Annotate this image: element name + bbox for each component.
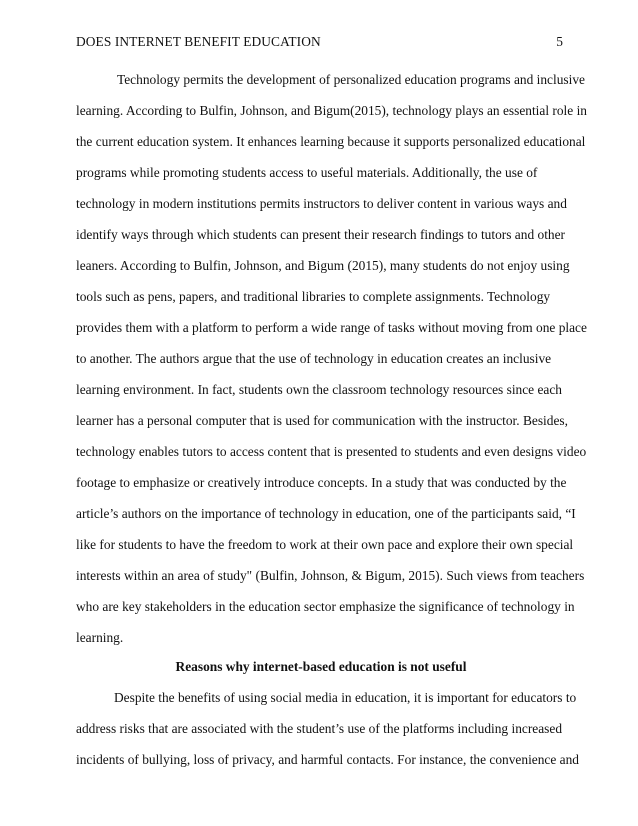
paragraph-1-line: technology in modern institutions permits instructors to deliver content in various ways and [76, 196, 567, 211]
page-number: 5 [556, 34, 563, 49]
paragraph-1-line: programs while promoting students access to useful materials. Additionally, the use of [76, 165, 538, 180]
paragraph-2-line: address risks that are associated with the student’s use of the platforms including increased [76, 721, 563, 736]
paragraph-1-line: Technology permits the development of personalized education programs and inclusive [117, 72, 585, 87]
paragraph-1-line: technology enables tutors to access content that is presented to students and even designs video [76, 444, 587, 459]
paragraph-1-line: like for students to have the freedom to work at their own pace and explore their own special [76, 537, 574, 552]
paragraph-1-line: tools such as pens, papers, and traditional libraries to complete assignments. Technology [76, 289, 551, 304]
paragraph-1-line: interests within an area of study" (Bulfin, Johnson, & Bigum, 2015). Such views from teachers [76, 568, 585, 583]
paragraph-1-line: footage to emphasize or creatively introduce concepts. In a study that was conducted by the [76, 475, 567, 490]
paragraph-1-line: leaners. According to Bulfin, Johnson, and Bigum (2015), many students do not enjoy using [76, 258, 570, 273]
paragraph-1-line: identify ways through which students can present their research findings to tutors and other [76, 227, 566, 242]
paragraph-1-line: provides them with a platform to perform a wide range of tasks without moving from one place [76, 320, 587, 335]
paragraph-1-line: learning. [76, 630, 124, 645]
paragraph-2-line: Despite the benefits of using social media in education, it is important for educators to [114, 690, 577, 705]
paragraph-1-line: learning environment. In fact, students own the classroom technology resources since each [76, 382, 562, 397]
paragraph-1-line: the current education system. It enhances learning because it supports personalized educational [76, 134, 586, 149]
paragraph-1-line: article’s authors on the importance of technology in education, one of the participants said, “I [76, 506, 576, 521]
paragraph-1-line: who are key stakeholders in the education sector emphasize the significance of technology in [76, 599, 575, 614]
paragraph-2-line: incidents of bullying, loss of privacy, and harmful contacts. For instance, the convenience and [76, 752, 579, 767]
running-head-title: DOES INTERNET BENEFIT EDUCATION [76, 34, 321, 49]
paragraph-1-line: learning. According to Bulfin, Johnson, and Bigum(2015), technology plays an essential role in [76, 103, 587, 118]
section-heading: Reasons why internet-based education is not useful [175, 659, 467, 674]
paragraph-1-line: learner has a personal computer that is used for communication with the instructor. Besides, [76, 413, 568, 428]
paragraph-1-line: to another. The authors argue that the use of technology in education creates an inclusive [76, 351, 552, 366]
